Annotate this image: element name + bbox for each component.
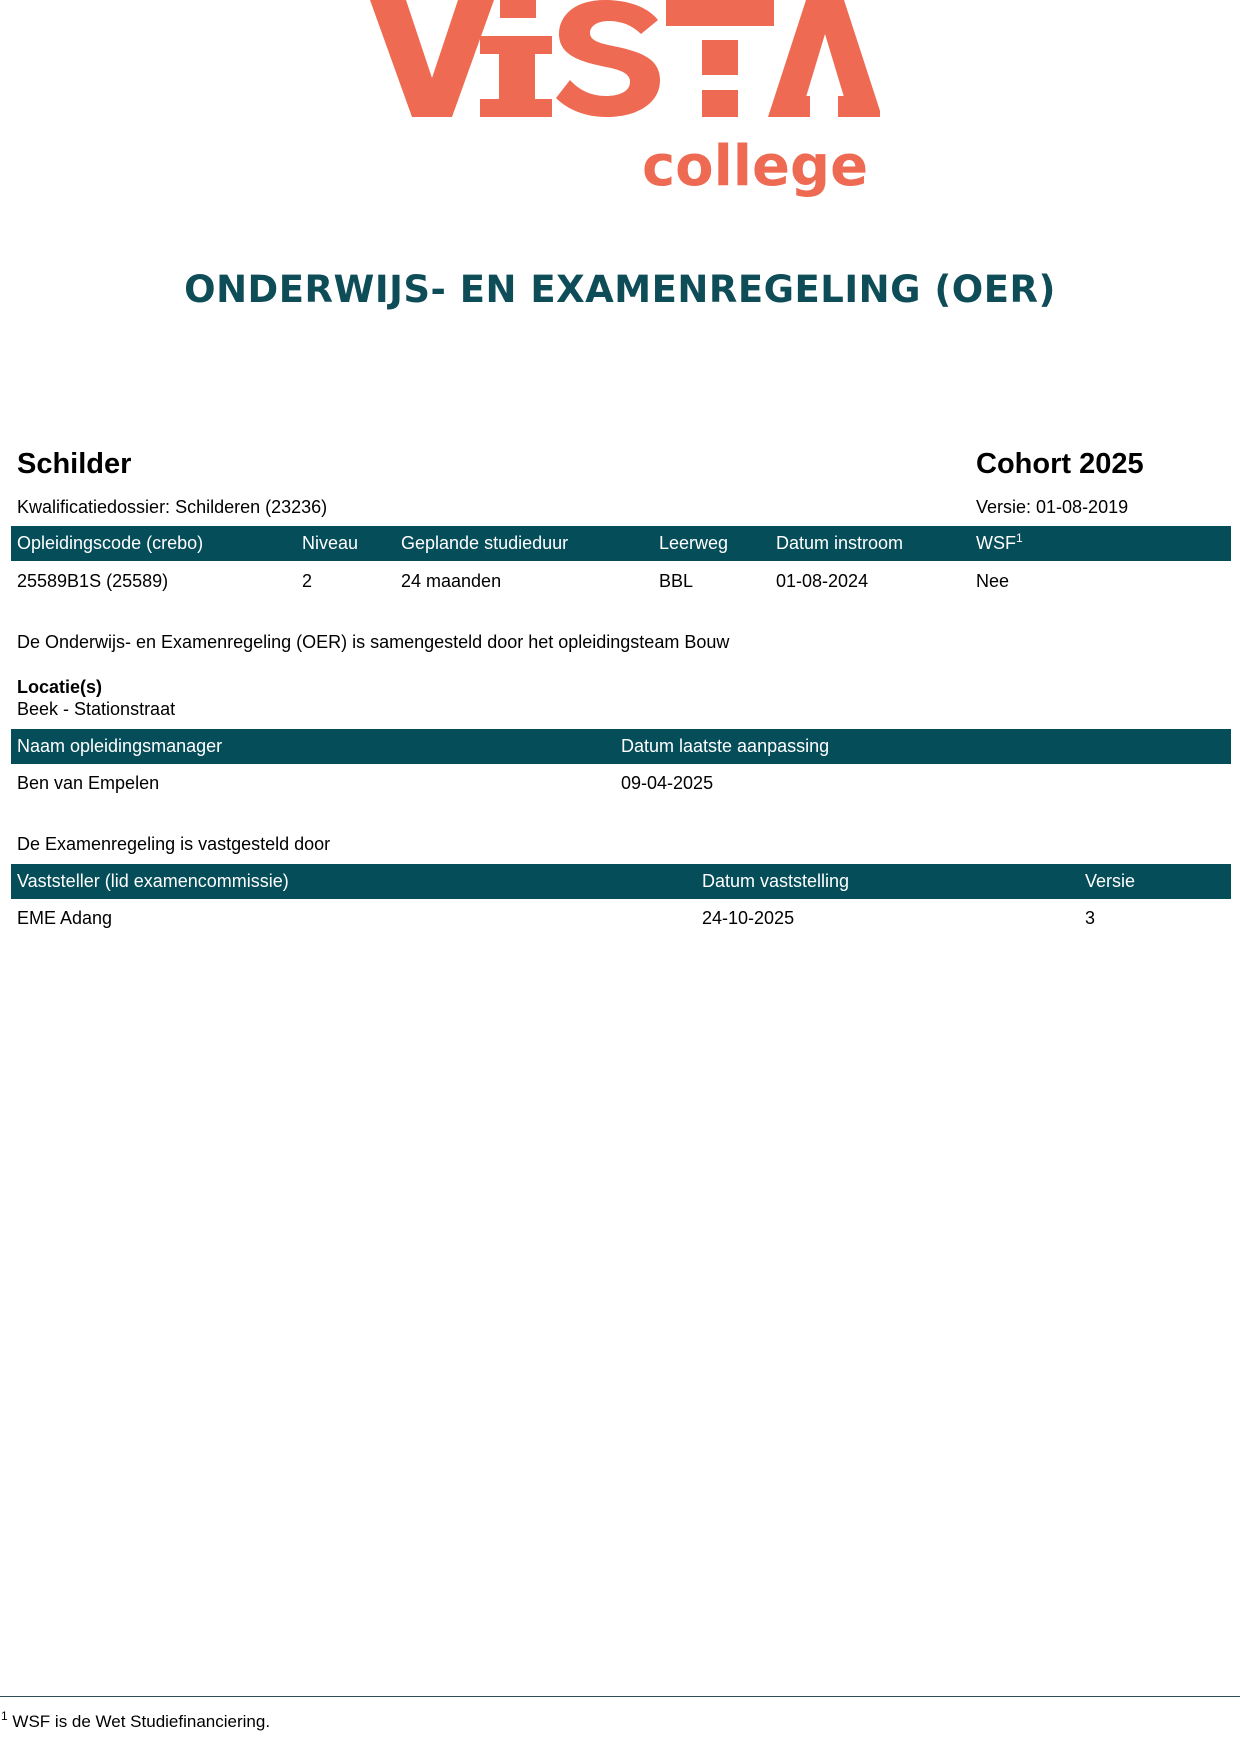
header-niveau: Niveau (302, 533, 359, 553)
vista-college-logo (360, 0, 880, 205)
header-wsf: WSF$^1$ (976, 531, 1023, 553)
header-studieduur: Geplande studieduur (401, 533, 569, 553)
established-by-text: De Examenregeling is vastgesteld door (17, 834, 331, 854)
header-datum-instroom: Datum instroom (776, 533, 904, 553)
header-datum-aanpassing: Datum laatste aanpassing (621, 736, 830, 756)
cell-vaststeller: EME Adang (17, 908, 113, 928)
header-opleidingsmanager: Naam opleidingsmanager (17, 736, 223, 756)
cell-datum-aanpassing: 09-04-2025 (621, 773, 714, 793)
program-table-header (11, 526, 1231, 561)
footnote-text: WSF is de Wet Studiefinanciering. (12, 1712, 271, 1731)
header-leerweg: Leerweg (659, 533, 729, 553)
header-versie: Versie (1085, 871, 1136, 891)
cell-studieduur: 24 maanden (401, 571, 502, 591)
footnote (1, 1709, 271, 1732)
cell-datum-instroom: 01-08-2024 (776, 571, 869, 591)
cell-leerweg: BBL (659, 571, 694, 591)
dossier-label: Kwalificatiedossier: Schilderen (23236) (17, 497, 328, 517)
locations-value: Beek - Stationstraat (17, 699, 176, 719)
table-row (11, 901, 1231, 936)
cell-wsf: Nee (976, 571, 1010, 591)
manager-table-header (11, 729, 1231, 764)
document-title: ONDERWIJS- EN EXAMENREGELING (OER) (184, 268, 1056, 311)
establisher-table-header (11, 864, 1231, 899)
wsf-footnote-mark: 1 (1016, 531, 1023, 545)
cell-opleidingscode: 25589B1S (25589) (17, 571, 169, 591)
footnote-mark: 1 (1, 1709, 8, 1723)
version-label: Versie: 01-08-2019 (976, 497, 1129, 517)
table-row (11, 766, 1231, 801)
locations-label: Locatie(s) (17, 677, 103, 697)
cell-niveau: 2 (302, 571, 313, 591)
header-opleidingscode: Opleidingscode (crebo) (17, 533, 204, 553)
logo-subtitle: college (641, 134, 869, 199)
cell-datum-vaststelling: 24-10-2025 (702, 908, 795, 928)
cell-opleidingsmanager: Ben van Empelen (17, 773, 160, 793)
cell-versie: 3 (1085, 908, 1096, 928)
footnote-divider (0, 1696, 1240, 1697)
header-datum-vaststelling: Datum vaststelling (702, 871, 850, 891)
table-row (11, 564, 1231, 599)
header-vaststeller: Vaststeller (lid examencommissie) (17, 871, 289, 891)
composed-by-text: De Onderwijs- en Examenregeling (OER) is samengesteld door het opleidingsteam Bouw (17, 632, 730, 652)
cohort-label: Cohort 2025 (976, 448, 1144, 480)
program-name: Schilder (17, 448, 132, 480)
